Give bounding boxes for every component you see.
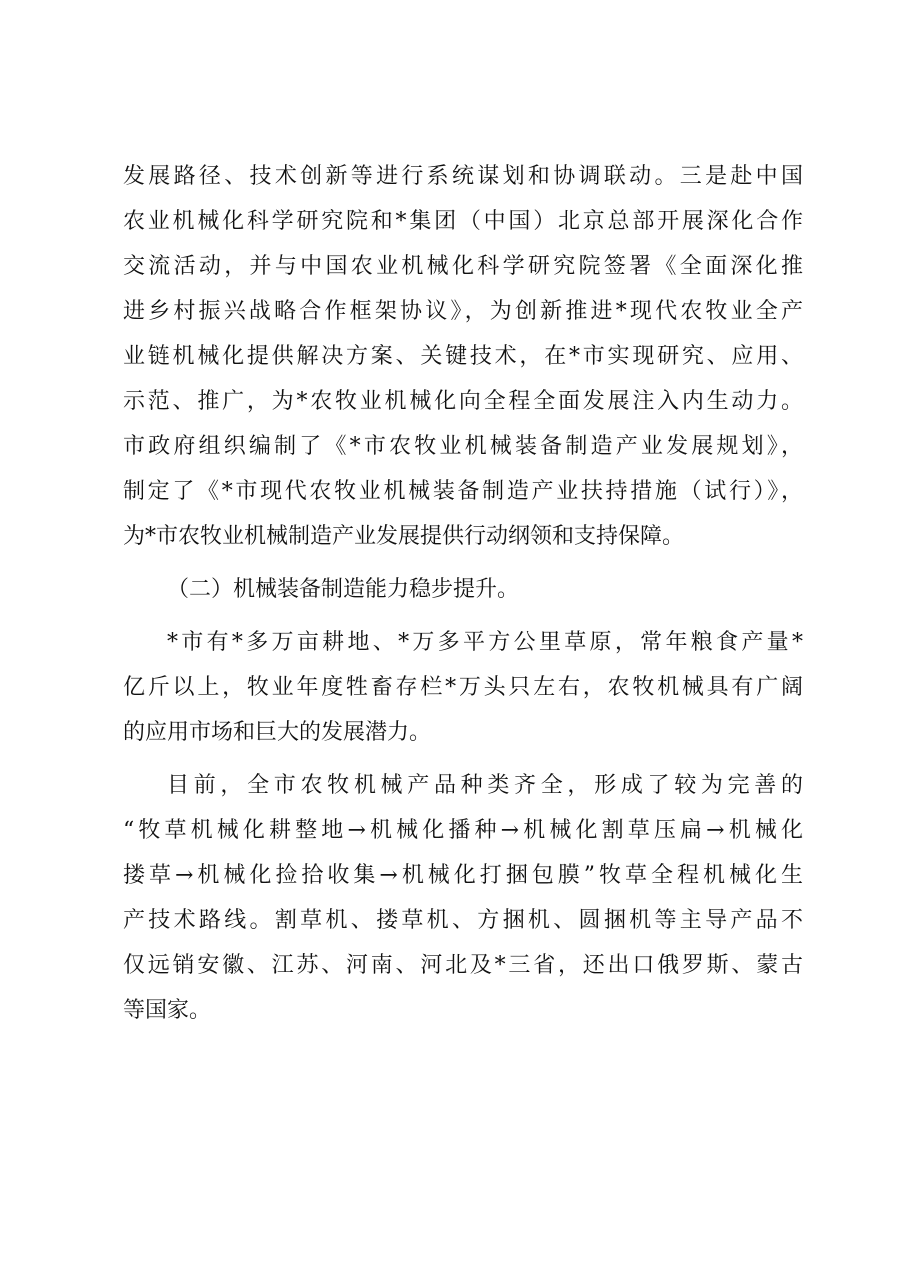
text-line: 等国家。 <box>123 998 212 1023</box>
text-line: 目前，全市农牧机械产品种类齐全，形成了较为完善的 <box>167 773 803 798</box>
text-line: “牧草机械化耕整地→机械化播种→机械化割草压扁→机械化 <box>123 818 803 843</box>
text-line: 的应用市场和巨大的发展潜力。 <box>123 720 432 745</box>
document-body <box>123 154 803 1033</box>
text-line: 搂草→机械化捡拾收集→机械化打捆包膜”牧草全程机械化生 <box>123 863 803 888</box>
paragraph-products <box>123 763 803 1033</box>
text-line: 产技术路线。割草机、搂草机、方捆机、圆捆机等主导产品不 <box>123 908 803 933</box>
text-line: *市有*多万亩耕地、*万多平方公里草原，常年粮食产量* <box>167 630 803 655</box>
text-line: 发展路径、技术创新等进行系统谋划和协调联动。三是赴中国 <box>123 164 803 189</box>
text-line: 为*市农牧业机械制造产业发展提供行动纲领和支持保障。 <box>123 524 685 549</box>
section-heading <box>123 567 803 612</box>
text-line: 进乡村振兴战略合作框架协议》，为创新推进*现代农牧业全产 <box>123 299 803 324</box>
text-line: 交流活动，并与中国农业机械化科学研究院签署《全面深化推 <box>123 254 803 279</box>
text-line: 农业机械化科学研究院和*集团（中国）北京总部开展深化合作 <box>123 209 803 234</box>
text-line: 制定了《*市现代农牧业机械装备制造产业扶持措施（试行）》， <box>123 479 803 504</box>
paragraph-market <box>123 620 803 755</box>
text-line: 市政府组织编制了《*市农牧业机械装备制造产业发展规划》， <box>123 434 803 459</box>
heading-line: （二）机械装备制造能力稳步提升。 <box>167 577 520 602</box>
paragraph-cooperation <box>123 154 803 559</box>
text-line: 示范、推广，为*农牧业机械化向全程全面发展注入内生动力。 <box>123 389 803 414</box>
text-line: 业链机械化提供解决方案、关键技术，在*市实现研究、应用、 <box>123 344 803 369</box>
text-line: 仅远销安徽、江苏、河南、河北及*三省，还出口俄罗斯、蒙古 <box>123 953 803 978</box>
text-line: 亿斤以上，牧业年度牲畜存栏*万头只左右，农牧机械具有广阔 <box>123 675 803 700</box>
